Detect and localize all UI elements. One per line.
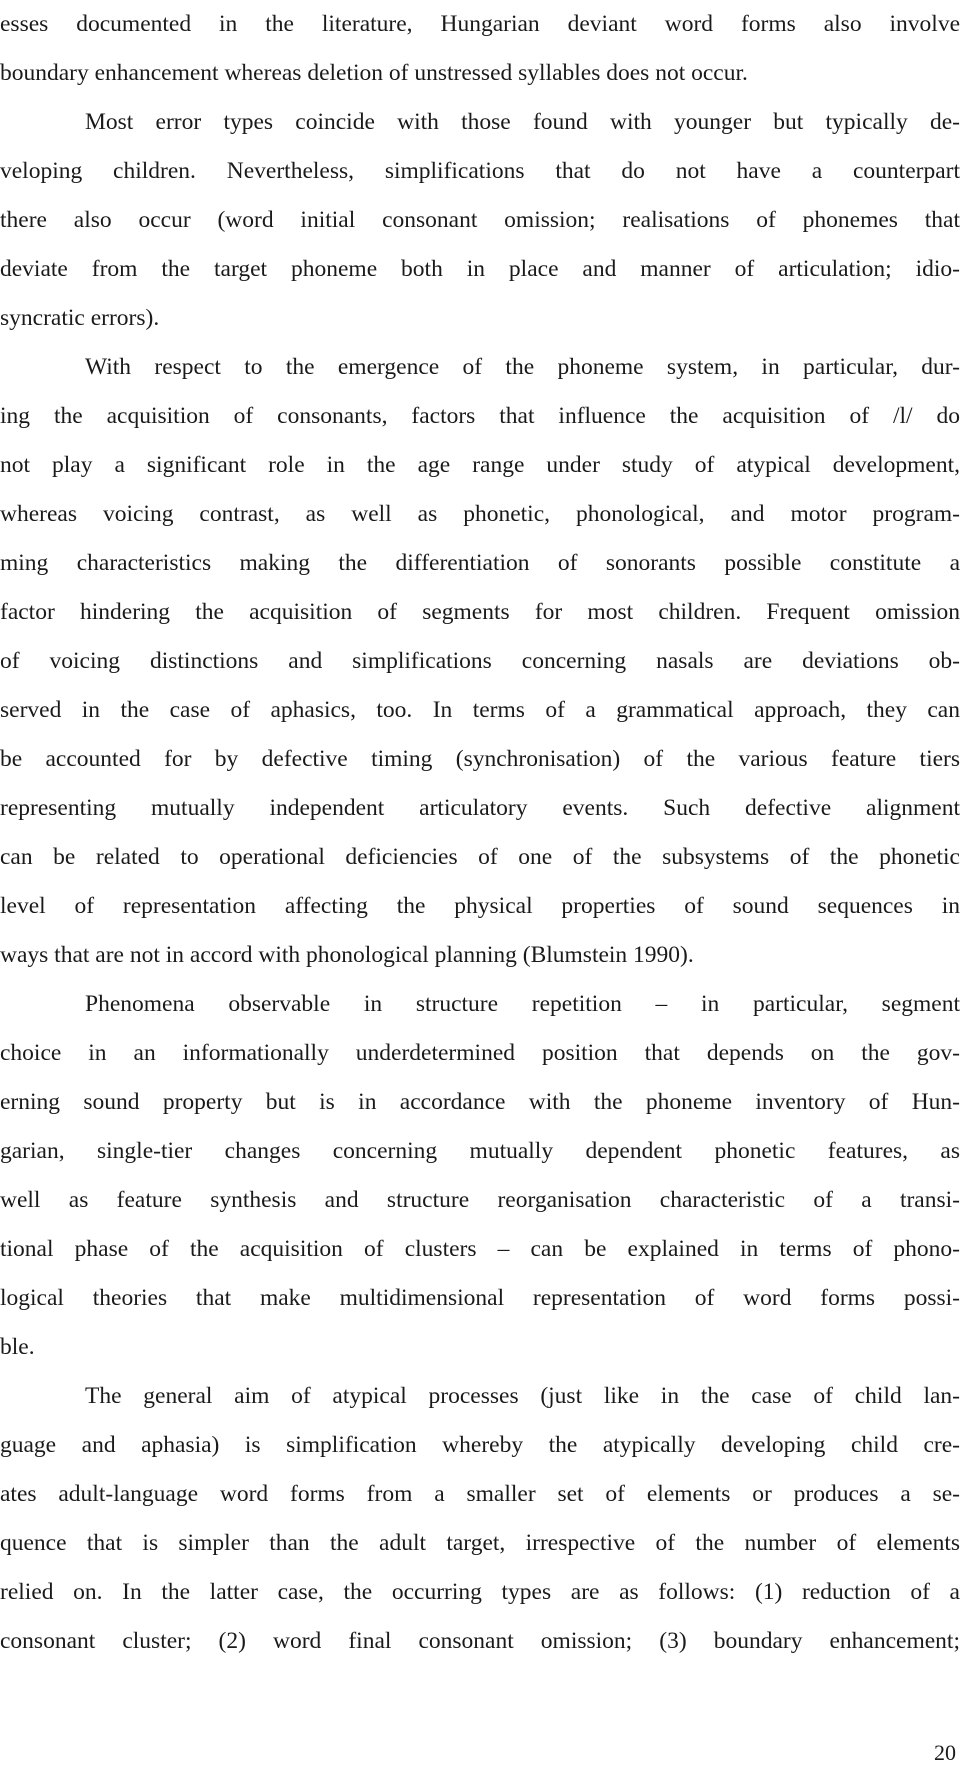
text-line: choice in an informationally underdetermined position that depends on the gov- bbox=[0, 1040, 960, 1066]
text-line: Most error types coincide with those found with younger but typically de- bbox=[85, 109, 960, 135]
text-line: ways that are not in accord with phonological planning (Blumstein 1990). bbox=[0, 942, 694, 968]
text-line: served in the case of aphasics, too. In terms of a grammatical approach, they can bbox=[0, 697, 960, 723]
text-line: deviate from the target phoneme both in place and manner of articulation; idio- bbox=[0, 256, 960, 282]
text-line: tional phase of the acquisition of clusters – can be explained in terms of phono- bbox=[0, 1236, 960, 1262]
text-line: garian, single-tier changes concerning mutually dependent phonetic features, as bbox=[0, 1138, 960, 1164]
text-line: ble. bbox=[0, 1334, 35, 1360]
text-line: logical theories that make multidimensional representation of word forms possi- bbox=[0, 1285, 960, 1311]
page-number: 20 bbox=[934, 1740, 956, 1765]
text-line: factor hindering the acquisition of segments for most children. Frequent omission bbox=[0, 599, 960, 625]
text-line: boundary enhancement whereas deletion of unstressed syllables does not occur. bbox=[0, 60, 748, 86]
text-line: be accounted for by defective timing (synchronisation) of the various feature tiers bbox=[0, 746, 960, 772]
text-line: quence that is simpler than the adult target, irrespective of the number of elements bbox=[0, 1530, 960, 1556]
text-line: The general aim of atypical processes (just like in the case of child lan- bbox=[85, 1383, 960, 1409]
text-line: there also occur (word initial consonant omission; realisations of phonemes that bbox=[0, 207, 960, 233]
text-line: ing the acquisition of consonants, factors that influence the acquisition of /l/ do bbox=[0, 403, 960, 429]
text-line: whereas voicing contrast, as well as phonetic, phonological, and motor program- bbox=[0, 501, 960, 527]
text-line: relied on. In the latter case, the occurring types are as follows: (1) reduction of a bbox=[0, 1579, 960, 1605]
text-line: of voicing distinctions and simplifications concerning nasals are deviations ob- bbox=[0, 648, 960, 674]
text-line: ates adult-language word forms from a smaller set of elements or produces a se- bbox=[0, 1481, 960, 1507]
text-line: Phenomena observable in structure repetition – in particular, segment bbox=[85, 991, 960, 1017]
text-line: guage and aphasia) is simplification whereby the atypically developing child cre- bbox=[0, 1432, 960, 1458]
text-line: ming characteristics making the differentiation of sonorants possible constitute a bbox=[0, 550, 960, 576]
text-line: syncratic errors). bbox=[0, 305, 160, 331]
text-line: not play a significant role in the age range under study of atypical development, bbox=[0, 452, 960, 478]
text-line: representing mutually independent articulatory events. Such defective alignment bbox=[0, 795, 960, 821]
text-line: consonant cluster; (2) word final consonant omission; (3) boundary enhancement; bbox=[0, 1628, 960, 1654]
text-line: erning sound property but is in accordance with the phoneme inventory of Hun- bbox=[0, 1089, 960, 1115]
text-line: level of representation affecting the physical properties of sound sequences in bbox=[0, 893, 960, 919]
text-line: veloping children. Nevertheless, simplifications that do not have a counterpart bbox=[0, 158, 960, 184]
text-line: With respect to the emergence of the phoneme system, in particular, dur- bbox=[85, 354, 960, 380]
text-line: well as feature synthesis and structure reorganisation characteristic of a transi- bbox=[0, 1187, 960, 1213]
text-line: esses documented in the literature, Hungarian deviant word forms also involve bbox=[0, 11, 960, 37]
text-line: can be related to operational deficiencies of one of the subsystems of the phonetic bbox=[0, 844, 960, 870]
